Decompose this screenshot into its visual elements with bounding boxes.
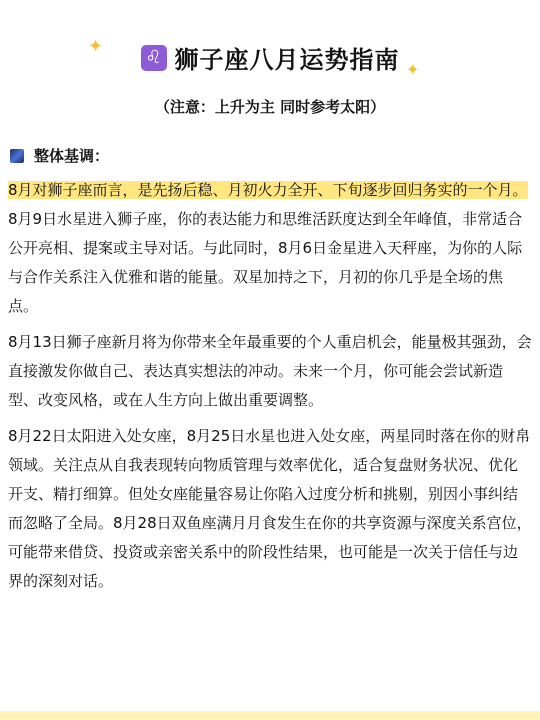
paragraph-2: 8月13日狮子座新月将为你带来全年最重要的个人重启机会，能量极其强劲，会直接激发你做自己、表达真实想法的冲动。未来一个月，你可能会尝试新造型、改变风格，或在人生方向上做出重要调整。 [8, 333, 532, 409]
article-body [8, 176, 532, 603]
gradient-square-icon [10, 149, 24, 163]
section-heading-label: 整体基调： [34, 147, 110, 165]
highlighted-text: 8月对狮子座而言，是先扬后稳、月初火力全开、下旬逐步回归务实的一个月。 [8, 181, 528, 199]
sparkle-icon: ✦ [406, 60, 420, 79]
paragraph-3: 8月22日太阳进入处女座，8月25日水星也进入处女座，两星同时落在你的财帛领域。关注点从自我表现转向物质管理与效率优化，适合复盘财务状况、优化开支、精打细算。但处女座能量容易让你陷入过度分析和挑剔，别因小事纠结而忽略了全局。8月28日双鱼座满月月食发生在你的共享资源与深度关系宫位，可能带来借贷、投资或亲密关系中的阶段性结果，也可能是一次关于信任与边界的深刻对话。 [8, 427, 532, 590]
page-title: 狮子座八月运势指南 [174, 46, 400, 74]
title-row [0, 36, 540, 75]
leo-zodiac-icon: ♌ [141, 45, 167, 71]
section-heading [10, 145, 109, 166]
paragraph-text: 8月9日水星进入狮子座，你的表达能力和思维活跃度达到全年峰值，非常适合公开亮相、提案或主导对话。与此同时，8月6日金星进入天秤座，为你的人际与合作关系注入优雅和谐的能量。双星加持之下，月初的你几乎是全场的焦点。 [8, 210, 523, 315]
paragraph-1 [8, 176, 532, 321]
bottom-decor-bar [0, 711, 540, 720]
sparkle-icon: ✦ [88, 36, 104, 57]
page-subtitle: （注意：上升为主 同时参考太阳） [154, 98, 386, 116]
